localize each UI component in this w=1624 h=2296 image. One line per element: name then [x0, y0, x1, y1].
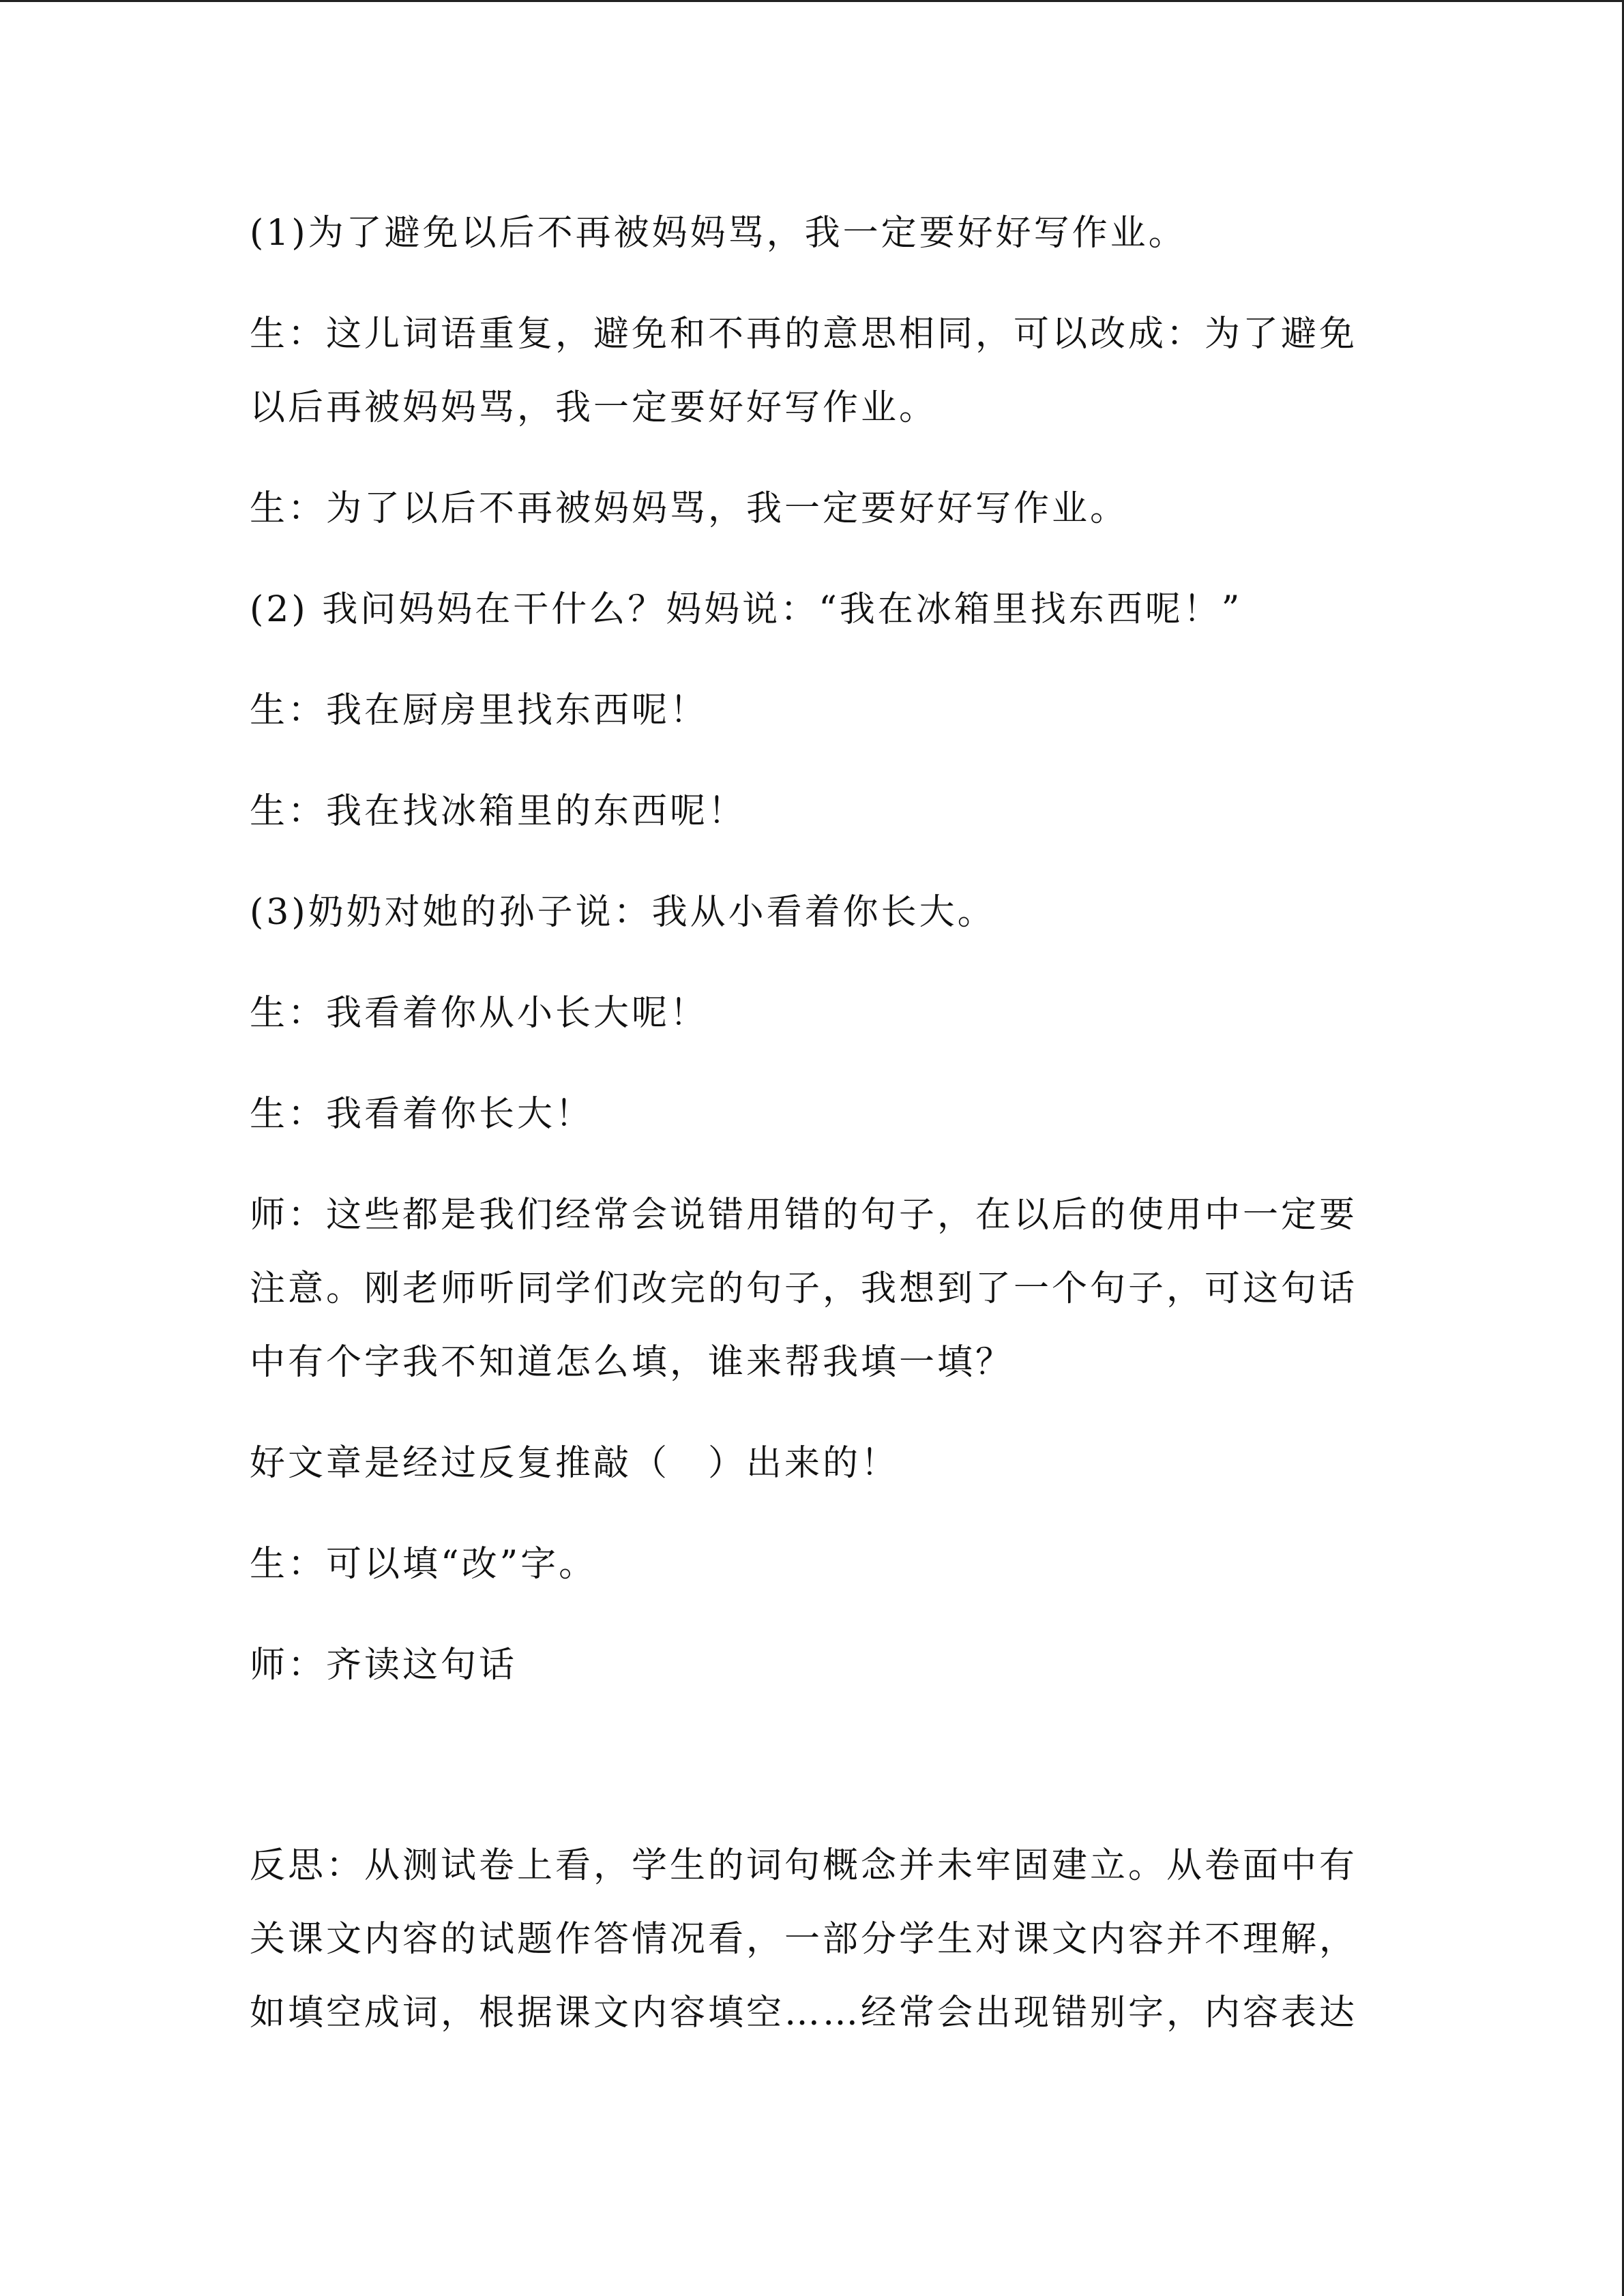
student-answer: 生：为了以后不再被妈妈骂，我一定要好好写作业。 [250, 488, 1129, 529]
spacer [250, 1151, 1368, 1178]
fill-in-sentence: 好文章是经过反复推敲（ ）出来的！ [250, 1443, 900, 1484]
student-answer: 生：可以填“改”字。 [250, 1544, 597, 1585]
document-body [250, 196, 1368, 2050]
reflection-paragraph: 反思：从测试卷上看，学生的词句概念并未牢固建立。从卷面中有关课文内容的试题作答情况看，一部分学生对课文内容并不理解，如填空成词，根据课文内容填空……经常会出现错别字，内容表达 [250, 1845, 1358, 2033]
student-answer: 生：我在找冰箱里的东西呢！ [250, 791, 747, 832]
example-sentence-2: (2) 我问妈妈在干什么？妈妈说：“我在冰箱里找东西呢！” [250, 589, 1243, 630]
spacer [250, 1702, 1368, 1829]
spacer [250, 848, 1368, 876]
spacer [250, 1500, 1368, 1527]
spacer [250, 546, 1368, 573]
student-answer: 生：我看着你从小长大呢！ [250, 993, 709, 1034]
spacer [250, 270, 1368, 297]
example-sentence-1: (1)为了避免以后不再被妈妈骂，我一定要好好写作业。 [250, 213, 1187, 254]
teacher-remark: 师：这些都是我们经常会说错用错的句子，在以后的使用中一定要注意。刚老师听同学们改完的句子，我想到了一个句子，可这句话中有个字我不知道怎么填，谁来帮我填一填？ [250, 1195, 1358, 1383]
example-sentence-3: (3)奶奶对她的孙子说：我从小看着你长大。 [250, 892, 996, 933]
student-answer: 生：我看着你长大！ [250, 1094, 594, 1135]
spacer [250, 1050, 1368, 1077]
spacer [250, 1399, 1368, 1427]
student-answer: 生：我在厨房里找东西呢！ [250, 690, 709, 731]
spacer [250, 646, 1368, 674]
teacher-remark: 师：齐读这句话 [250, 1645, 518, 1686]
spacer [250, 747, 1368, 775]
spacer [250, 1601, 1368, 1628]
spacer [250, 445, 1368, 472]
student-answer: 生：这儿词语重复，避免和不再的意思相同，可以改成：为了避免以后再被妈妈骂，我一定要好好写作业。 [250, 314, 1358, 428]
page-top-border [0, 0, 1624, 2]
spacer [250, 949, 1368, 976]
